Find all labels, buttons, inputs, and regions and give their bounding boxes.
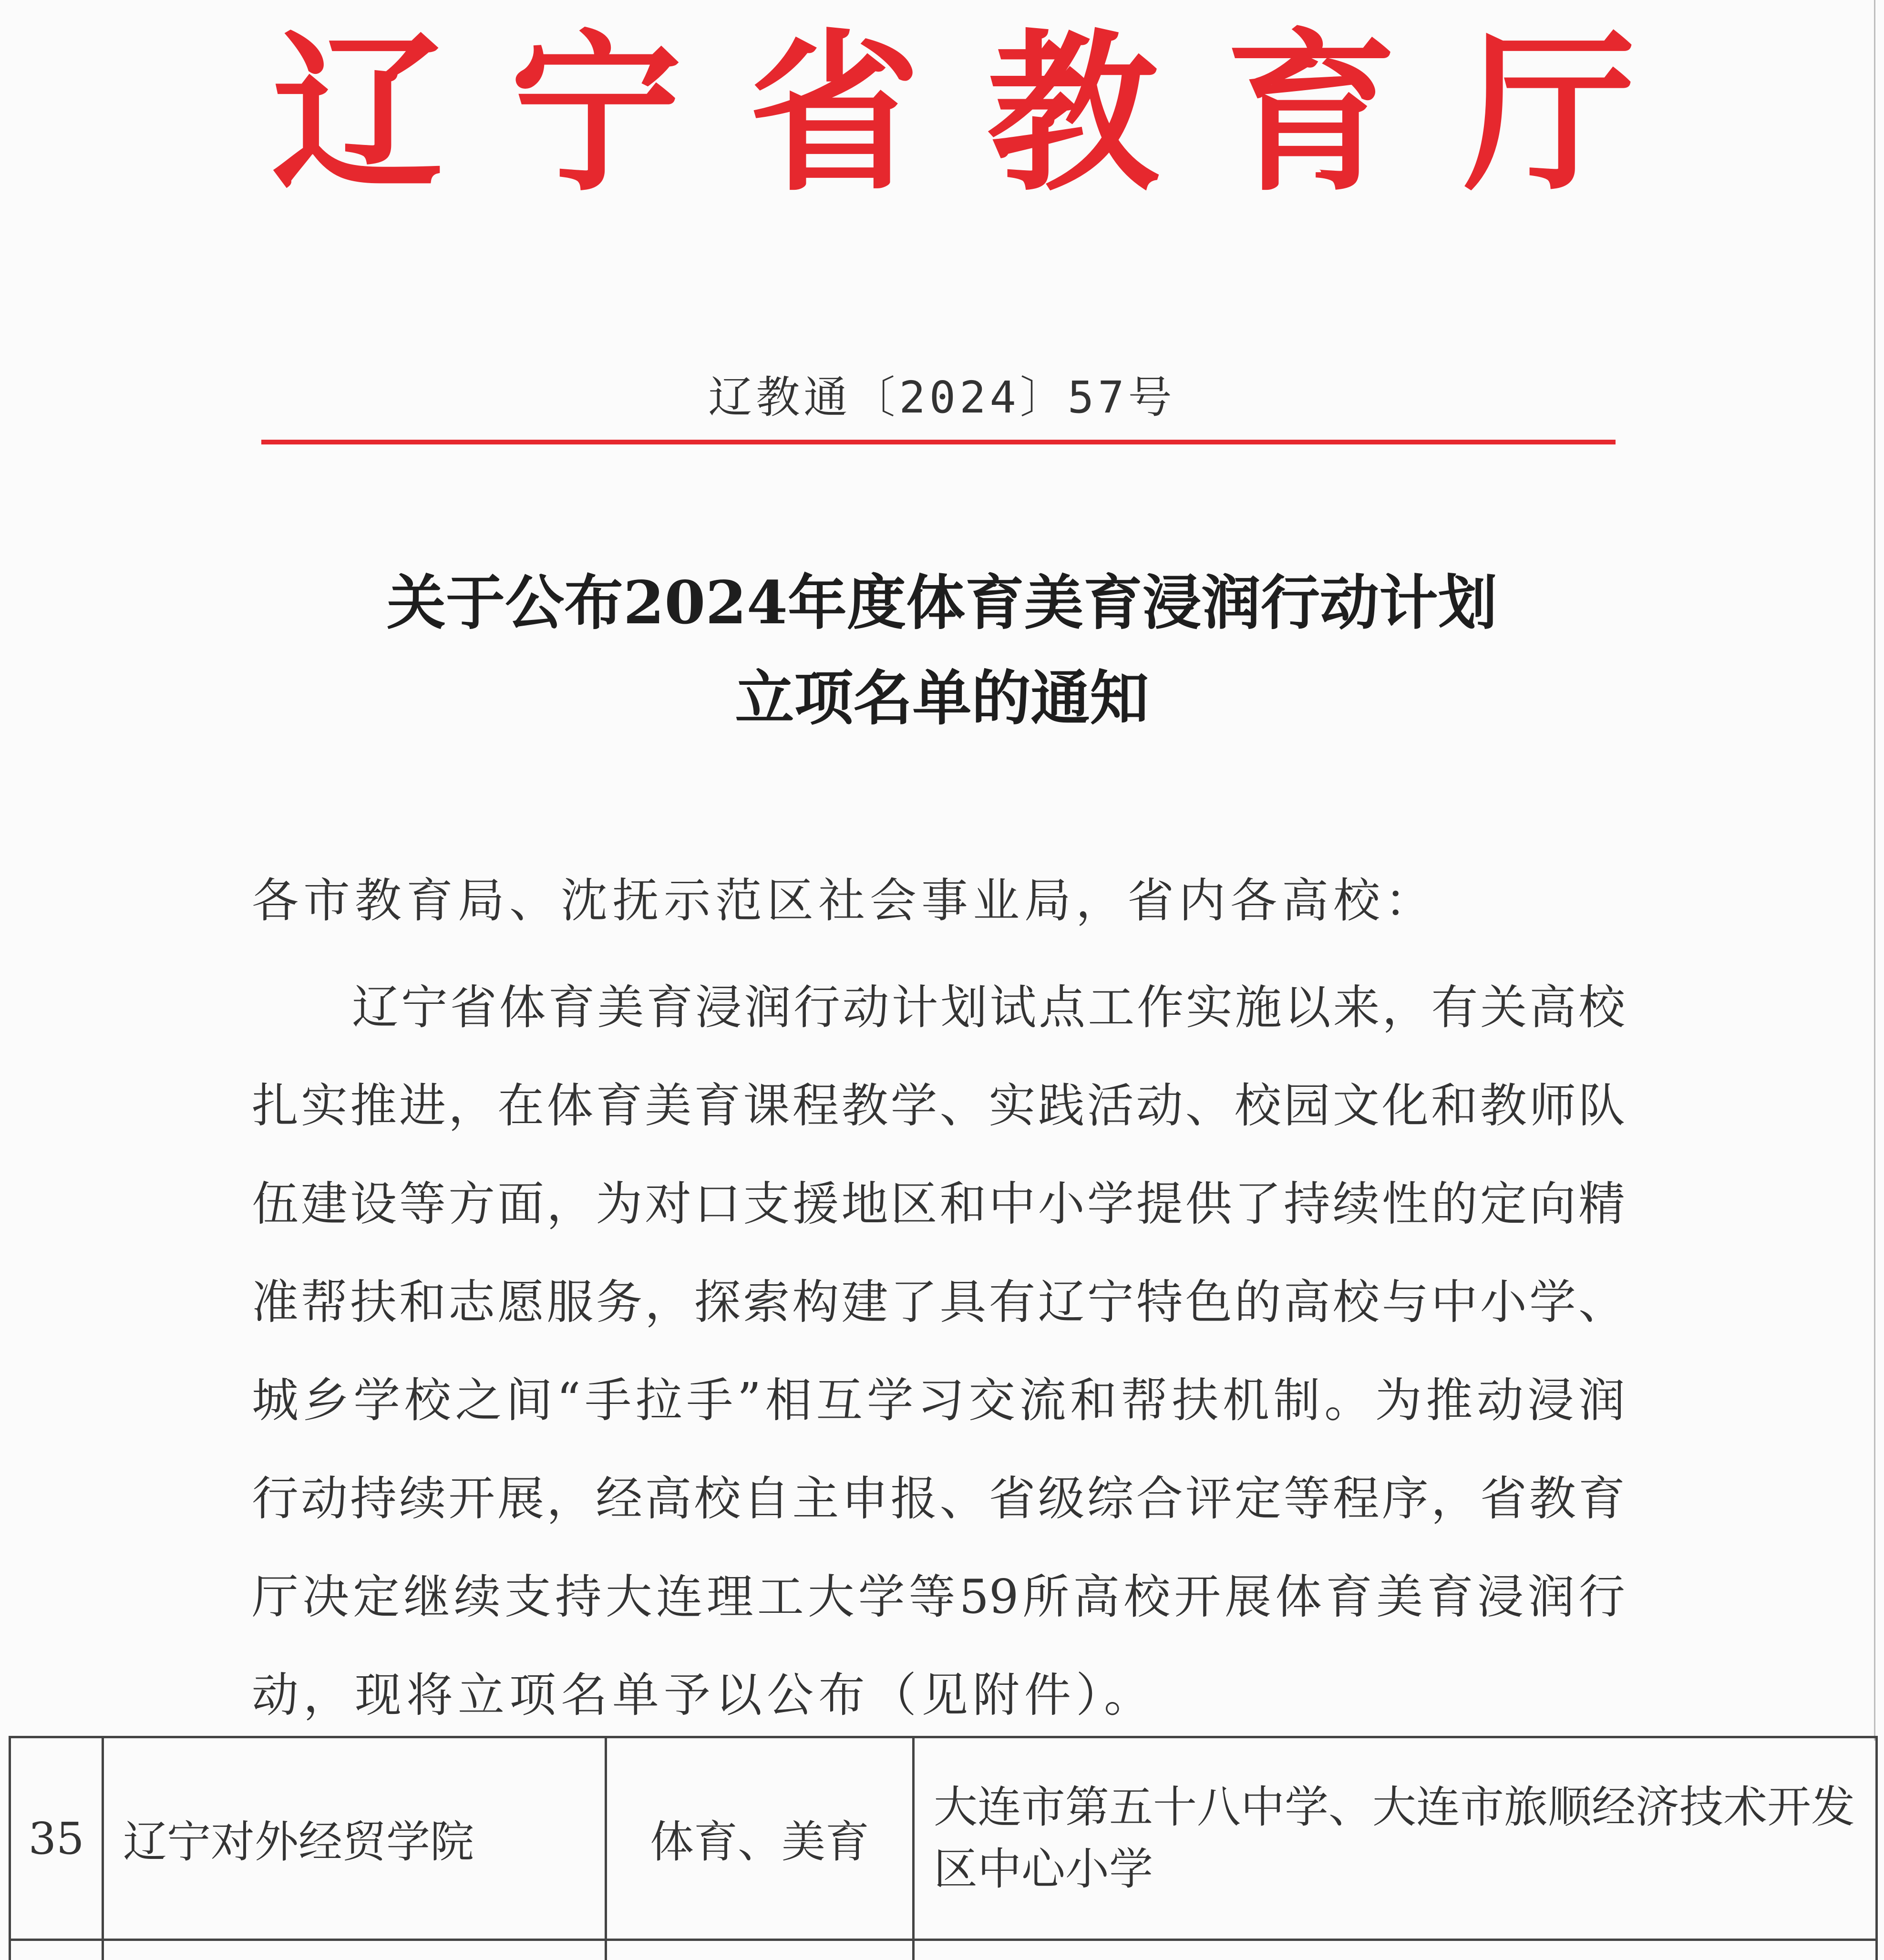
masthead-char: 宁 [505, 24, 687, 205]
masthead-char: 辽 [267, 24, 448, 205]
notice-body [252, 959, 1625, 1744]
body-line: 准帮扶和志愿服务，探索构建了具有辽宁特色的高校与中小学、 [252, 1253, 1625, 1351]
masthead-char: 省 [744, 24, 925, 205]
document-number: 辽教通〔2024〕57号 [0, 362, 1884, 425]
red-divider-line [261, 440, 1616, 444]
empty-cell [10, 1940, 103, 1960]
project-type: 体育、美育 [606, 1737, 914, 1940]
empty-cell [103, 1940, 606, 1960]
school-name: 辽宁对外经贸学院 [103, 1737, 606, 1940]
partner-schools: 大连市第五十八中学、大连市旅顺经济技术开发区中心小学 [914, 1737, 1877, 1940]
masthead-char: 厅 [1459, 24, 1640, 205]
body-line: 城乡学校之间“手拉手”相互学习交流和帮扶机制。为推动浸润 [252, 1351, 1625, 1450]
title-line-1: 关于公布2024年度体育美育浸润行动计划 [0, 556, 1884, 651]
body-line: 扎实推进，在体育美育课程教学、实践活动、校园文化和教师队 [252, 1057, 1625, 1155]
body-line: 伍建设等方面，为对口支援地区和中小学提供了持续性的定向精 [252, 1155, 1625, 1253]
empty-cell [606, 1940, 914, 1960]
project-list-table [9, 1736, 1878, 1960]
title-line-2: 立项名单的通知 [0, 651, 1884, 746]
table-row [10, 1737, 1877, 1940]
agency-masthead [267, 24, 1640, 205]
masthead-char: 育 [1221, 24, 1402, 205]
body-line: 动，现将立项名单予以公布（见附件）。 [252, 1646, 1625, 1744]
table-row-partial [10, 1940, 1877, 1960]
body-line: 辽宁省体育美育浸润行动计划试点工作实施以来，有关高校 [252, 959, 1625, 1057]
notice-title [0, 556, 1884, 746]
salutation: 各市教育局、沈抚示范区社会事业局，省内各高校： [252, 863, 1436, 930]
body-line: 厅决定继续支持大连理工大学等59所高校开展体育美育浸润行 [252, 1548, 1625, 1646]
row-number: 35 [10, 1737, 103, 1940]
empty-cell [914, 1940, 1877, 1960]
body-line: 行动持续开展，经高校自主申报、省级综合评定等程序，省教育 [252, 1450, 1625, 1548]
page-edge-line [1874, 0, 1875, 1741]
masthead-char: 教 [982, 24, 1163, 205]
